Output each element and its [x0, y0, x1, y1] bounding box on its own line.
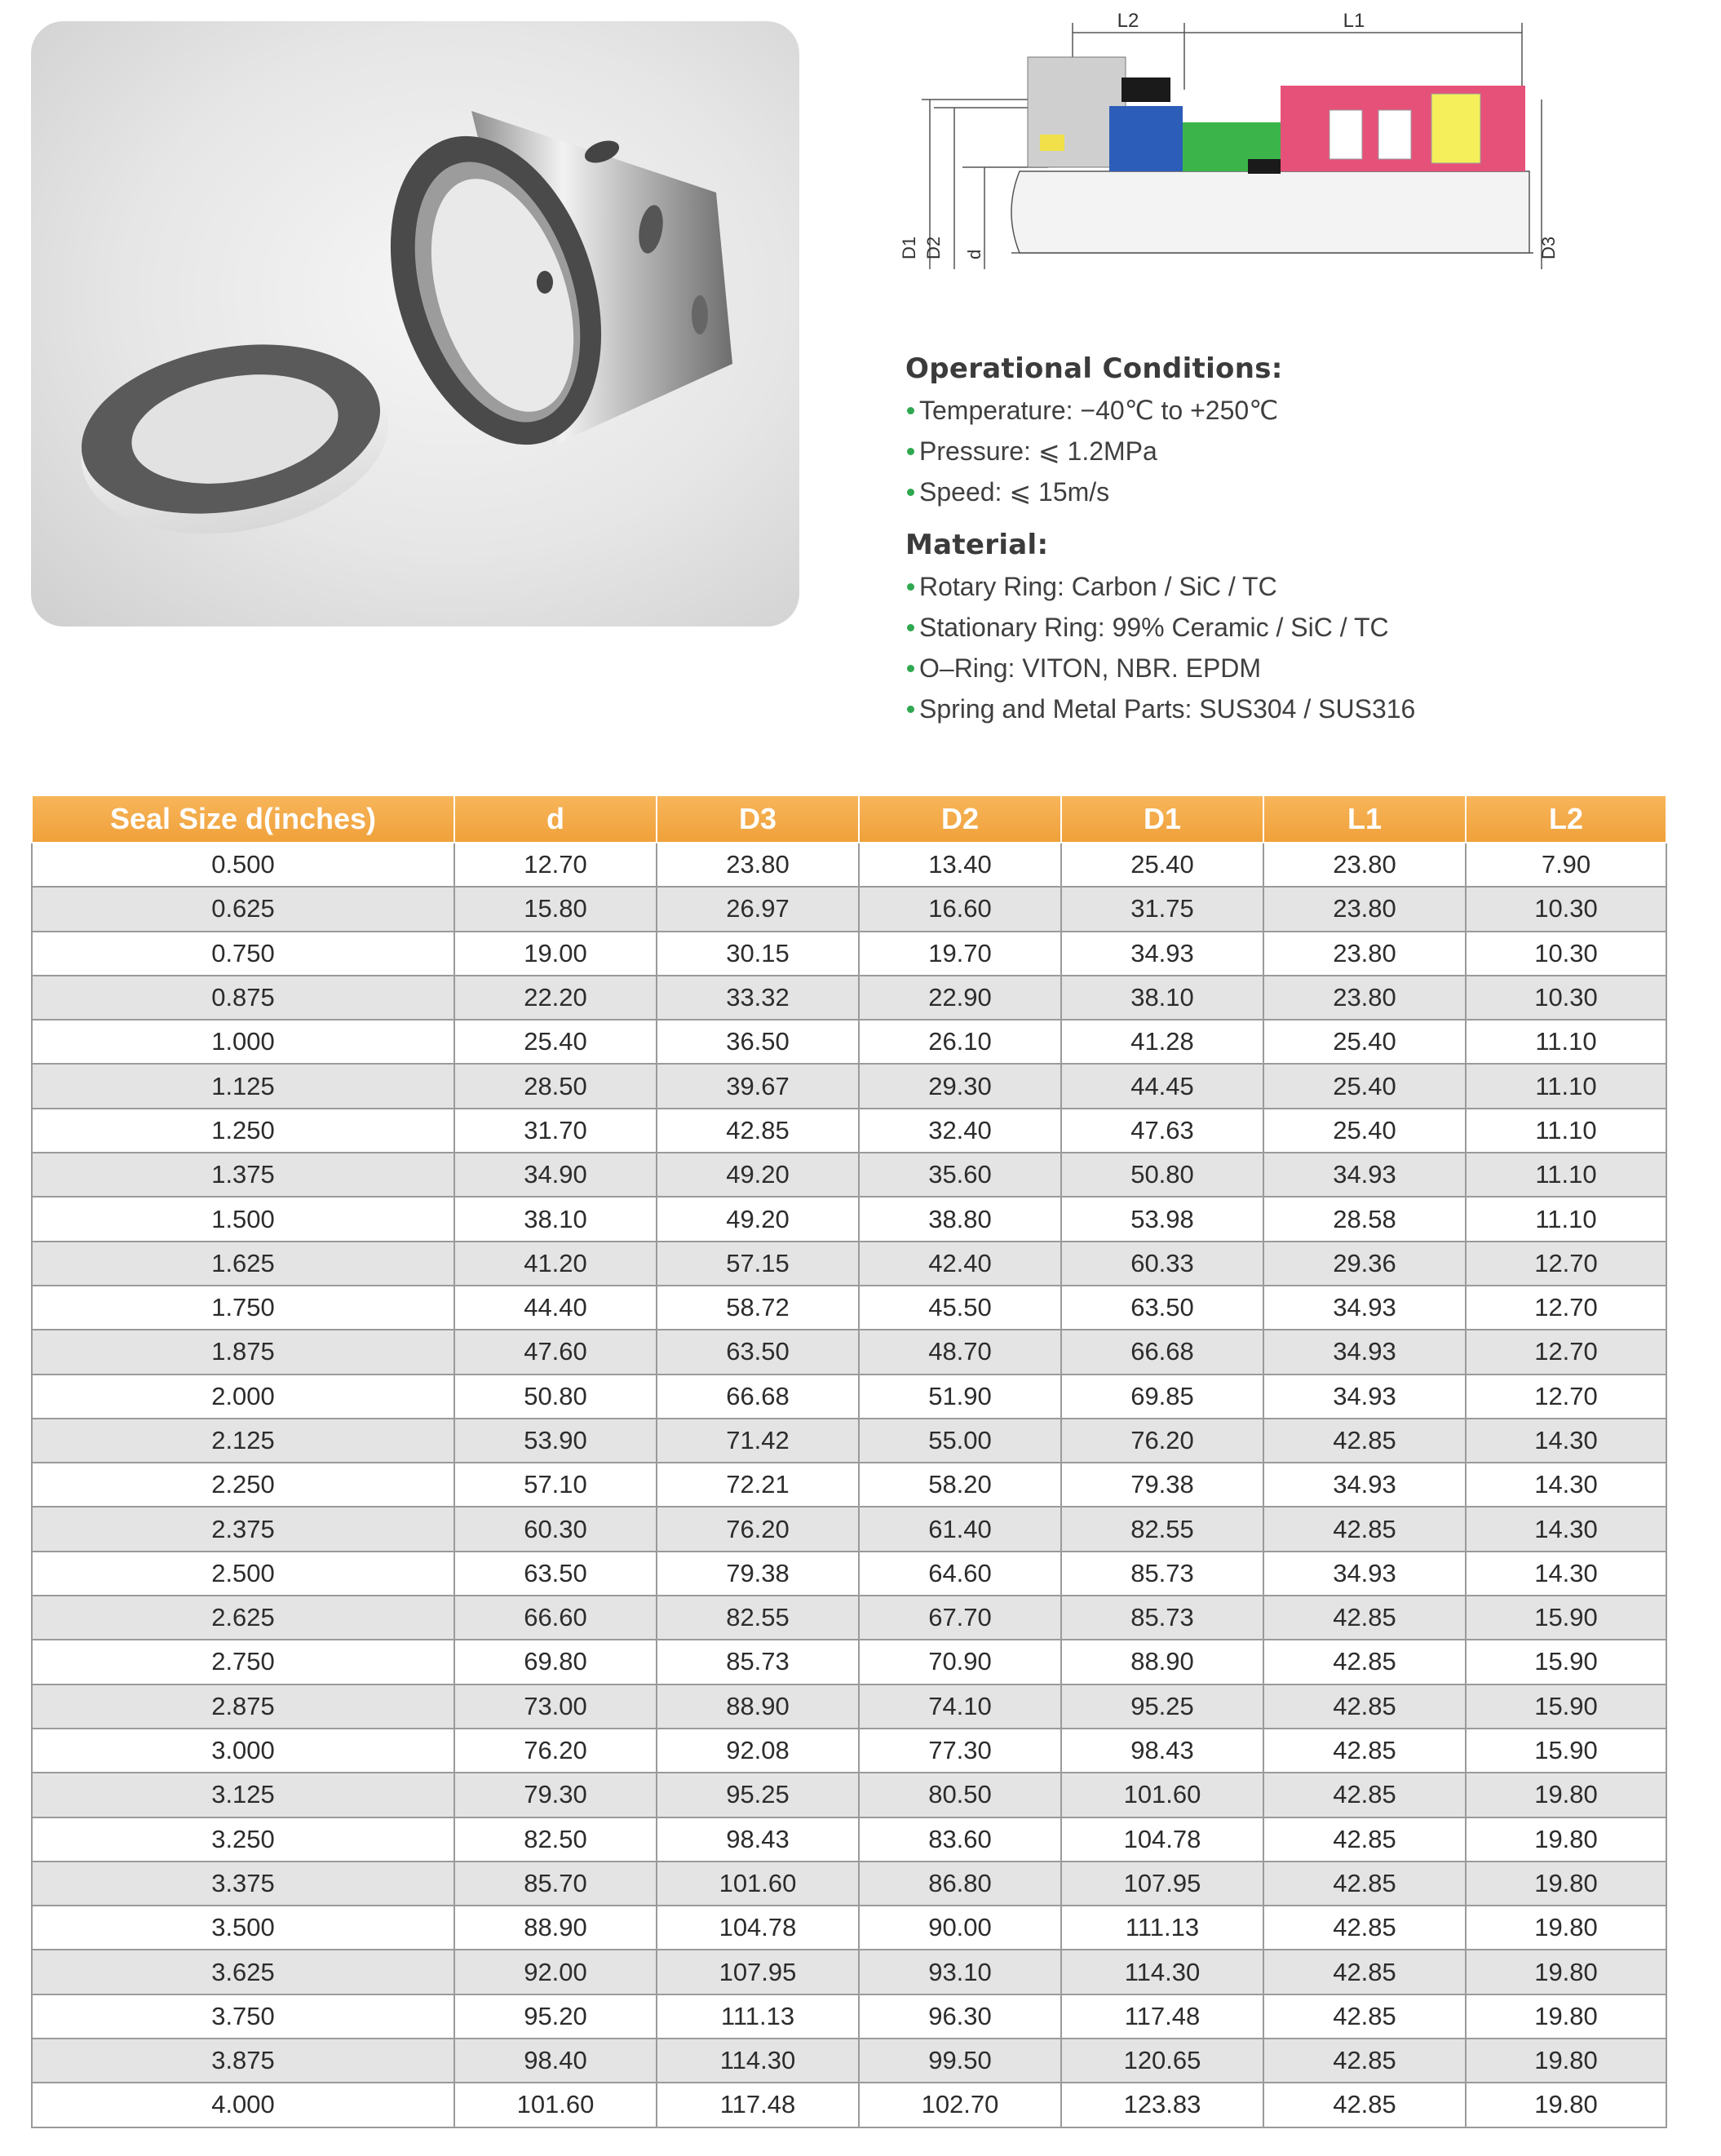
table-cell: 1.250	[32, 1109, 454, 1153]
table-row	[32, 1640, 1666, 1684]
table-cell: 70.90	[859, 1640, 1061, 1684]
table-cell: 34.93	[1263, 1330, 1466, 1374]
table-cell: 107.95	[657, 1950, 859, 1994]
speed-text: Speed: ⩽ 15m/s	[919, 477, 1110, 507]
table-cell: 10.30	[1466, 887, 1666, 931]
table-cell: 76.20	[454, 1729, 657, 1773]
table-cell: 95.20	[454, 1994, 657, 2039]
table-cell: 42.40	[859, 1242, 1061, 1286]
table-cell: 42.85	[1263, 1507, 1466, 1551]
table-cell: 50.80	[454, 1375, 657, 1419]
table-row	[32, 1242, 1666, 1286]
table-cell: 45.50	[859, 1286, 1061, 1330]
table-cell: 101.60	[657, 1862, 859, 1906]
table-cell: 15.80	[454, 887, 657, 931]
table-cell: 3.125	[32, 1773, 454, 1817]
table-cell: 74.10	[859, 1685, 1061, 1729]
seal-dimensions-table	[31, 795, 1667, 2128]
table-cell: 34.90	[454, 1153, 657, 1197]
table-cell: 42.85	[1263, 1950, 1466, 1994]
table-cell: 11.10	[1466, 1153, 1666, 1197]
product-photo	[31, 21, 799, 626]
table-row	[32, 1197, 1666, 1241]
table-row	[32, 1862, 1666, 1906]
table-cell: 44.45	[1061, 1064, 1263, 1108]
pressure-text: Pressure: ⩽ 1.2MPa	[919, 436, 1157, 466]
table-cell: 15.90	[1466, 1685, 1666, 1729]
table-cell: 80.50	[859, 1773, 1061, 1817]
table-cell: 2.375	[32, 1507, 454, 1551]
table-cell: 3.625	[32, 1950, 454, 1994]
table-row	[32, 1330, 1666, 1374]
table-row	[32, 1375, 1666, 1419]
stationary-ring-text: Stationary Ring: 99% Ceramic / SiC / TC	[919, 613, 1389, 642]
table-cell: 42.85	[1263, 1994, 1466, 2039]
table-cell: 104.78	[657, 1906, 859, 1950]
table-cell: 25.40	[1263, 1020, 1466, 1064]
list-item	[905, 390, 1688, 431]
label-d2: D2	[923, 236, 944, 259]
table-cell: 42.85	[1263, 1773, 1466, 1817]
table-cell: 104.78	[1061, 1817, 1263, 1862]
o-ring	[1122, 77, 1170, 102]
table-cell: 123.83	[1061, 2083, 1263, 2127]
table-cell: 14.30	[1466, 1507, 1666, 1551]
table-cell: 120.65	[1061, 2039, 1263, 2083]
table-cell: 2.000	[32, 1375, 454, 1419]
table-cell: 79.30	[454, 1773, 657, 1817]
table-cell: 42.85	[1263, 1640, 1466, 1684]
table-cell: 3.250	[32, 1817, 454, 1862]
table-row	[32, 2039, 1666, 2083]
table-cell: 23.80	[657, 843, 859, 887]
stationary-ring-section	[1109, 106, 1183, 171]
anti-rotation-pin	[1040, 135, 1064, 151]
table-cell: 69.85	[1061, 1375, 1263, 1419]
table-cell: 92.00	[454, 1950, 657, 1994]
table-cell: 19.80	[1466, 2083, 1666, 2127]
rotary-ring-text: Rotary Ring: Carbon / SiC / TC	[919, 572, 1277, 601]
spring-left	[1329, 110, 1362, 159]
table-cell: 111.13	[1061, 1906, 1263, 1950]
table-cell: 58.72	[657, 1286, 859, 1330]
table-row	[32, 1419, 1666, 1463]
table-cell: 0.875	[32, 976, 454, 1020]
table-cell: 12.70	[1466, 1286, 1666, 1330]
table-cell: 13.40	[859, 843, 1061, 887]
table-cell: 10.30	[1466, 976, 1666, 1020]
table-cell: 82.50	[454, 1817, 657, 1862]
table-cell: 14.30	[1466, 1552, 1666, 1596]
table-row	[32, 976, 1666, 1020]
table-row	[32, 1950, 1666, 1994]
column-header: d	[454, 795, 657, 843]
table-cell: 23.80	[1263, 843, 1466, 887]
list-item	[905, 471, 1688, 512]
table-cell: 29.30	[859, 1064, 1061, 1108]
table-row	[32, 1994, 1666, 2039]
table-cell: 11.10	[1466, 1020, 1666, 1064]
table-cell: 93.10	[859, 1950, 1061, 1994]
table-cell: 0.750	[32, 932, 454, 976]
table-cell: 1.875	[32, 1330, 454, 1374]
spring-metal-text: Spring and Metal Parts: SUS304 / SUS316	[919, 694, 1416, 724]
table-cell: 85.73	[1061, 1596, 1263, 1640]
table-cell: 0.500	[32, 843, 454, 887]
table-cell: 19.80	[1466, 1994, 1666, 2039]
table-cell: 33.32	[657, 976, 859, 1020]
table-cell: 101.60	[454, 2083, 657, 2127]
table-cell: 58.20	[859, 1463, 1061, 1507]
table-body	[32, 843, 1666, 2127]
label-l2: L2	[1117, 10, 1139, 32]
table-cell: 101.60	[1061, 1773, 1263, 1817]
table-cell: 63.50	[454, 1552, 657, 1596]
table-cell: 12.70	[1466, 1375, 1666, 1419]
list-item	[905, 431, 1688, 471]
table-cell: 1.625	[32, 1242, 454, 1286]
table-cell: 66.60	[454, 1596, 657, 1640]
table-row	[32, 1729, 1666, 1773]
table-cell: 61.40	[859, 1507, 1061, 1551]
table-cell: 34.93	[1263, 1463, 1466, 1507]
table-cell: 34.93	[1061, 932, 1263, 976]
table-cell: 2.500	[32, 1552, 454, 1596]
operational-conditions-list	[905, 390, 1688, 512]
table-cell: 7.90	[1466, 843, 1666, 887]
table-cell: 82.55	[657, 1596, 859, 1640]
table-cell: 114.30	[1061, 1950, 1263, 1994]
table-cell: 77.30	[859, 1729, 1061, 1773]
seal-cross-section-diagram	[897, 0, 1713, 286]
table-row	[32, 1153, 1666, 1197]
table-cell: 15.90	[1466, 1596, 1666, 1640]
column-header: D3	[657, 795, 859, 843]
table-cell: 31.70	[454, 1109, 657, 1153]
table-cell: 16.60	[859, 887, 1061, 931]
table-cell: 49.20	[657, 1153, 859, 1197]
specifications-panel	[905, 352, 1688, 729]
table-row	[32, 843, 1666, 887]
table-cell: 19.80	[1466, 1862, 1666, 1906]
o-ring-text: O–Ring: VITON, NBR. EPDM	[919, 653, 1262, 683]
table-cell: 98.43	[657, 1817, 859, 1862]
table-cell: 36.50	[657, 1020, 859, 1064]
table-cell: 73.00	[454, 1685, 657, 1729]
table-cell: 10.30	[1466, 932, 1666, 976]
table-cell: 42.85	[1263, 1685, 1466, 1729]
table-cell: 14.30	[1466, 1463, 1666, 1507]
table-cell: 102.70	[859, 2083, 1061, 2127]
label-d3: D3	[1538, 236, 1559, 259]
table-cell: 57.10	[454, 1463, 657, 1507]
table-cell: 82.55	[1061, 1507, 1263, 1551]
table-row	[32, 1596, 1666, 1640]
material-list	[905, 566, 1688, 729]
set-screw	[1431, 94, 1480, 163]
table-cell: 85.73	[657, 1640, 859, 1684]
table-cell: 88.90	[657, 1685, 859, 1729]
table-cell: 1.500	[32, 1197, 454, 1241]
table-cell: 3.875	[32, 2039, 454, 2083]
table-cell: 53.90	[454, 1419, 657, 1463]
table-cell: 117.48	[1061, 1994, 1263, 2039]
list-item	[905, 566, 1688, 607]
table-cell: 23.80	[1263, 976, 1466, 1020]
table-cell: 41.20	[454, 1242, 657, 1286]
list-item	[905, 648, 1688, 688]
table-cell: 34.93	[1263, 1552, 1466, 1596]
table-row	[32, 932, 1666, 976]
table-cell: 55.00	[859, 1419, 1061, 1463]
table-cell: 22.20	[454, 976, 657, 1020]
table-cell: 98.40	[454, 2039, 657, 2083]
bullet-dot-icon	[907, 407, 914, 414]
table-cell: 48.70	[859, 1330, 1061, 1374]
table-cell: 88.90	[1061, 1640, 1263, 1684]
table-cell: 11.10	[1466, 1197, 1666, 1241]
table-cell: 71.42	[657, 1419, 859, 1463]
table-cell: 42.85	[1263, 2083, 1466, 2127]
label-d1: D1	[899, 236, 919, 259]
table-cell: 25.40	[1263, 1064, 1466, 1108]
table-row	[32, 1109, 1666, 1153]
table-cell: 88.90	[454, 1906, 657, 1950]
table-cell: 25.40	[1263, 1109, 1466, 1153]
table-cell: 3.375	[32, 1862, 454, 1906]
table-cell: 34.93	[1263, 1153, 1466, 1197]
table-cell: 96.30	[859, 1994, 1061, 2039]
table-cell: 15.90	[1466, 1640, 1666, 1684]
table-cell: 66.68	[657, 1375, 859, 1419]
table-cell: 28.58	[1263, 1197, 1466, 1241]
table-cell: 19.80	[1466, 1950, 1666, 1994]
table-cell: 19.80	[1466, 1773, 1666, 1817]
table-cell: 42.85	[1263, 1817, 1466, 1862]
table-cell: 41.28	[1061, 1020, 1263, 1064]
column-header: Seal Size d(inches)	[32, 795, 454, 843]
table-cell: 79.38	[1061, 1463, 1263, 1507]
table-cell: 53.98	[1061, 1197, 1263, 1241]
table-row	[32, 1906, 1666, 1950]
table-cell: 69.80	[454, 1640, 657, 1684]
table-cell: 60.30	[454, 1507, 657, 1551]
table-row	[32, 1286, 1666, 1330]
shaft	[1011, 171, 1529, 253]
table-cell: 15.90	[1466, 1729, 1666, 1773]
table-cell: 22.90	[859, 976, 1061, 1020]
table-cell: 30.15	[657, 932, 859, 976]
column-header: D2	[859, 795, 1061, 843]
table-cell: 117.48	[657, 2083, 859, 2127]
table-cell: 114.30	[657, 2039, 859, 2083]
table-cell: 42.85	[1263, 1729, 1466, 1773]
table-cell: 2.250	[32, 1463, 454, 1507]
bullet-dot-icon	[907, 448, 914, 455]
table-cell: 76.20	[1061, 1419, 1263, 1463]
table-cell: 60.33	[1061, 1242, 1263, 1286]
bullet-dot-icon	[907, 665, 914, 672]
label-d: d	[964, 249, 984, 259]
table-row	[32, 887, 1666, 931]
table-cell: 42.85	[1263, 1596, 1466, 1640]
table-cell: 2.750	[32, 1640, 454, 1684]
table-cell: 63.50	[1061, 1286, 1263, 1330]
table-cell: 63.50	[657, 1330, 859, 1374]
label-l1: L1	[1343, 10, 1365, 32]
table-cell: 26.10	[859, 1020, 1061, 1064]
table-row	[32, 1685, 1666, 1729]
table-cell: 34.93	[1263, 1286, 1466, 1330]
table-cell: 42.85	[1263, 1419, 1466, 1463]
table-cell: 85.73	[1061, 1552, 1263, 1596]
table-cell: 79.38	[657, 1552, 859, 1596]
table-cell: 19.80	[1466, 1817, 1666, 1862]
table-cell: 51.90	[859, 1375, 1061, 1419]
table-cell: 1.125	[32, 1064, 454, 1108]
table-cell: 107.95	[1061, 1862, 1263, 1906]
table-cell: 29.36	[1263, 1242, 1466, 1286]
table-cell: 3.000	[32, 1729, 454, 1773]
mechanical-seal-illustration	[31, 21, 799, 626]
table-cell: 38.10	[1061, 976, 1263, 1020]
bullet-dot-icon	[907, 583, 914, 591]
table-cell: 1.000	[32, 1020, 454, 1064]
table-cell: 3.500	[32, 1906, 454, 1950]
column-header: L2	[1466, 795, 1666, 843]
table-cell: 92.08	[657, 1729, 859, 1773]
table-cell: 42.85	[657, 1109, 859, 1153]
table-cell: 111.13	[657, 1994, 859, 2039]
table-cell: 2.125	[32, 1419, 454, 1463]
table-row	[32, 1817, 1666, 1862]
table-cell: 47.63	[1061, 1109, 1263, 1153]
table-cell: 32.40	[859, 1109, 1061, 1153]
table-cell: 0.625	[32, 887, 454, 931]
stationary-ring	[67, 322, 403, 556]
table-cell: 83.60	[859, 1817, 1061, 1862]
table-cell: 44.40	[454, 1286, 657, 1330]
table-cell: 1.750	[32, 1286, 454, 1330]
table-cell: 11.10	[1466, 1064, 1666, 1108]
table-cell: 72.21	[657, 1463, 859, 1507]
table-cell: 19.70	[859, 932, 1061, 976]
table-cell: 39.67	[657, 1064, 859, 1108]
table-cell: 3.750	[32, 1994, 454, 2039]
list-item	[905, 688, 1688, 729]
table-cell: 99.50	[859, 2039, 1061, 2083]
table-cell: 11.10	[1466, 1109, 1666, 1153]
table-cell: 50.80	[1061, 1153, 1263, 1197]
table-cell: 25.40	[1061, 843, 1263, 887]
bullet-dot-icon	[907, 489, 914, 496]
table-row	[32, 1064, 1666, 1108]
table-cell: 26.97	[657, 887, 859, 931]
table-cell: 1.375	[32, 1153, 454, 1197]
table-cell: 23.80	[1263, 887, 1466, 931]
table-row	[32, 1507, 1666, 1551]
table-row	[32, 1552, 1666, 1596]
table-cell: 38.10	[454, 1197, 657, 1241]
table-cell: 19.00	[454, 932, 657, 976]
table-cell: 86.80	[859, 1862, 1061, 1906]
table-cell: 85.70	[454, 1862, 657, 1906]
spring-right	[1378, 110, 1411, 159]
table-cell: 95.25	[657, 1773, 859, 1817]
table-cell: 47.60	[454, 1330, 657, 1374]
table-cell: 42.85	[1263, 2039, 1466, 2083]
table-cell: 12.70	[454, 843, 657, 887]
table-cell: 12.70	[1466, 1242, 1666, 1286]
table-row	[32, 1463, 1666, 1507]
table-cell: 2.625	[32, 1596, 454, 1640]
operational-conditions-title: Operational Conditions:	[905, 352, 1283, 385]
table-cell: 14.30	[1466, 1419, 1666, 1463]
table-cell: 57.15	[657, 1242, 859, 1286]
list-item	[905, 607, 1688, 648]
seal-head	[354, 108, 732, 471]
column-header: L1	[1263, 795, 1466, 843]
table-cell: 67.70	[859, 1596, 1061, 1640]
table-cell: 90.00	[859, 1906, 1061, 1950]
table-cell: 76.20	[657, 1507, 859, 1551]
table-cell: 66.68	[1061, 1330, 1263, 1374]
table-cell: 64.60	[859, 1552, 1061, 1596]
table-cell: 19.80	[1466, 2039, 1666, 2083]
table-header-row	[32, 795, 1666, 843]
bullet-dot-icon	[907, 624, 914, 631]
column-header: D1	[1061, 795, 1263, 843]
table-cell: 95.25	[1061, 1685, 1263, 1729]
table-row	[32, 2083, 1666, 2127]
table-cell: 98.43	[1061, 1729, 1263, 1773]
table-cell: 31.75	[1061, 887, 1263, 931]
table-row	[32, 1020, 1666, 1064]
table-cell: 38.80	[859, 1197, 1061, 1241]
table-cell: 49.20	[657, 1197, 859, 1241]
bellows-o-ring	[1248, 159, 1281, 174]
table-cell: 25.40	[454, 1020, 657, 1064]
table-cell: 42.85	[1263, 1862, 1466, 1906]
table-cell: 19.80	[1466, 1906, 1666, 1950]
table-cell: 35.60	[859, 1153, 1061, 1197]
table-cell: 42.85	[1263, 1906, 1466, 1950]
bullet-dot-icon	[907, 706, 914, 713]
table-cell: 28.50	[454, 1064, 657, 1108]
temperature-text: Temperature: −40℃ to +250℃	[919, 396, 1279, 425]
table-cell: 12.70	[1466, 1330, 1666, 1374]
table-cell: 34.93	[1263, 1375, 1466, 1419]
table-cell: 23.80	[1263, 932, 1466, 976]
material-title: Material:	[905, 529, 1049, 561]
table-cell: 4.000	[32, 2083, 454, 2127]
table-row	[32, 1773, 1666, 1817]
table-cell: 2.875	[32, 1685, 454, 1729]
